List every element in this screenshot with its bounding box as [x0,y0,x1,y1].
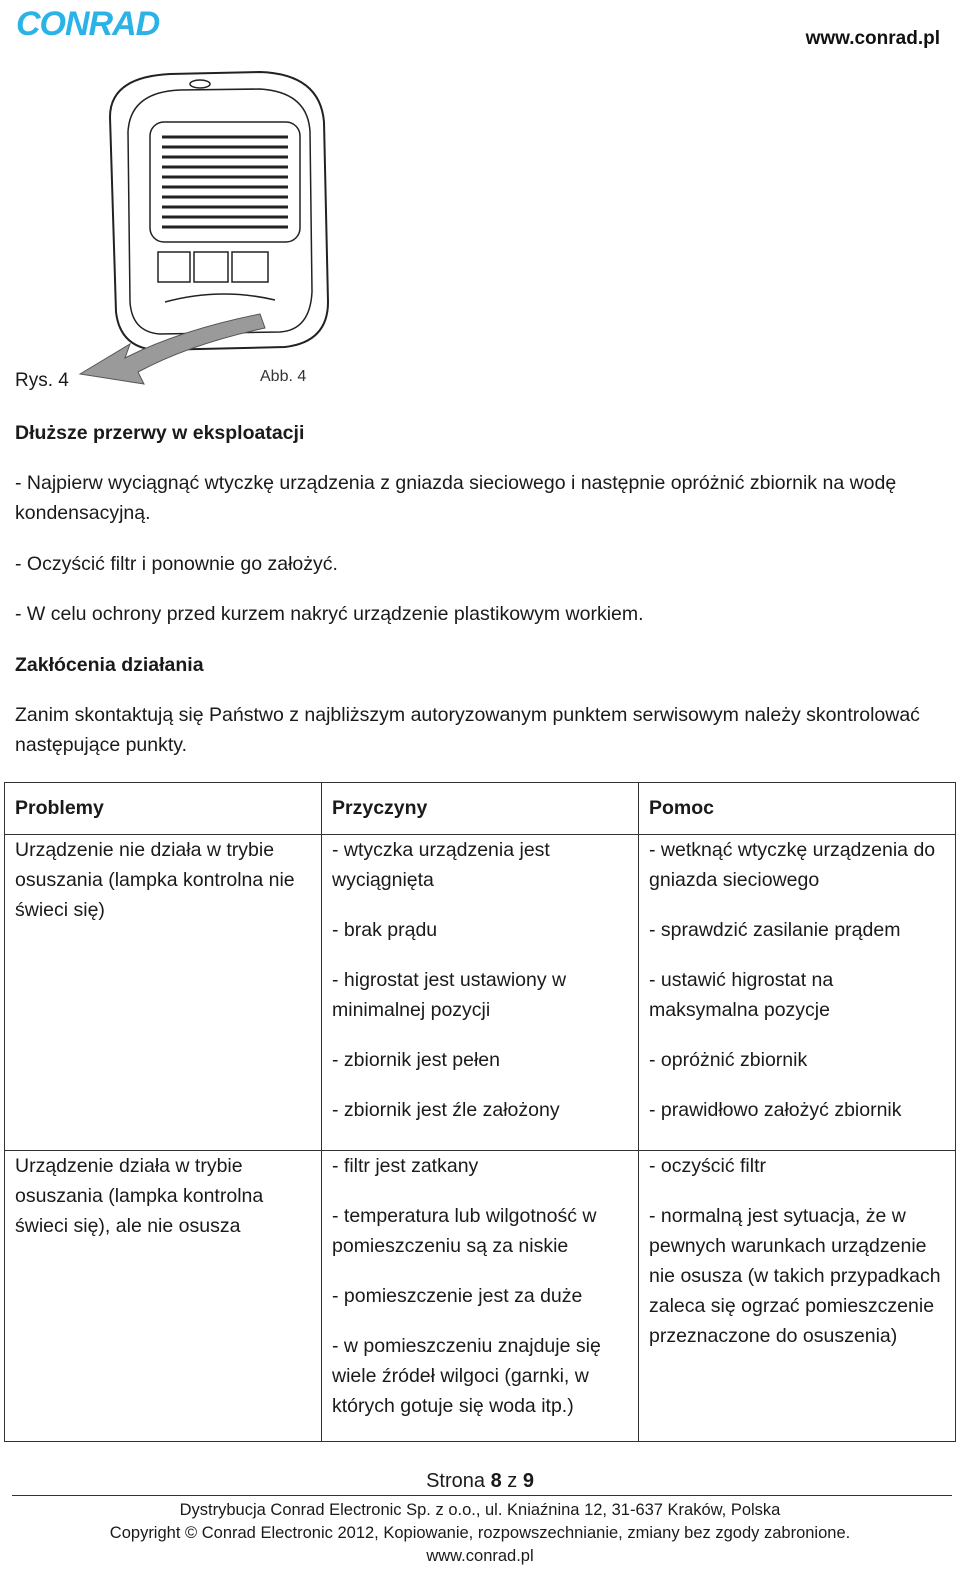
table-row [5,1151,956,1442]
causes-cell [322,834,639,1151]
problem-cell [5,1151,322,1442]
causes-cell [322,1151,639,1442]
column-header-problems: Problemy [5,783,322,835]
cause-item: - w pomieszczeniu znajduje się wiele źródeł wilgoci (garnki, w których gotuje się woda itp.) [332,1335,601,1418]
help-item: - normalną jest sytuacja, że w pewnych warunkach urządzenie nie osusza (w takich przypadkach zaleca się ogrzać pomieszczenie przeznaczone do osuszenia) [649,1205,941,1348]
page-word: Strona [426,1470,485,1492]
page-of: z [507,1470,518,1492]
footer-url: www.conrad.pl [426,1547,534,1565]
help-item: - prawidłowo założyć zbiornik [649,1098,902,1121]
instruction-unplug: - Najpierw wyciągnąć wtyczkę urządzenia z gniazda sieciowego i następnie opróżnić zbiornik na wodę kondensacyjną. [15,472,897,524]
column-header-help: Pomoc [639,783,956,835]
troubleshooting-table [4,782,956,1442]
cause-item: - brak prądu [332,918,438,941]
help-item: - ustawić higrostat na maksymalna pozycje [649,968,834,1021]
faults-intro: Zanim skontaktują się Państwo z najbliższym autoryzowanym punktem serwisowym należy skontrolować następujące punkty. [15,704,920,756]
cause-item: - wtyczka urządzenia jest wyciągnięta [332,838,550,891]
table-row [5,834,956,1151]
page-current: 8 [490,1470,502,1492]
header-site-url: www.conrad.pl [805,28,940,49]
figure-inline-label: Abb. 4 [260,368,307,385]
dehumidifier-illustration [70,62,360,394]
help-item: - sprawdzić zasilanie prądem [649,918,901,941]
help-cell [639,834,956,1151]
instruction-cover: - W celu ochrony przed kurzem nakryć urządzenie plastikowym workiem. [15,603,644,625]
help-item: - opróżnić zbiornik [649,1048,808,1071]
problem-text: Urządzenie działa w trybie osuszania (lampka kontrolna świeci się), ale nie osusza [15,1155,264,1238]
problem-text: Urządzenie nie działa w trybie osuszania (lampka kontrolna nie świeci się) [15,838,295,921]
help-item: - oczyścić filtr [649,1155,766,1178]
page-total: 9 [522,1470,534,1492]
cause-item: - temperatura lub wilgotność w pomieszczeniu są za niskie [332,1205,597,1258]
cause-item: - zbiornik jest źle założony [332,1098,560,1121]
section-heading-faults: Zakłócenia działania [15,654,204,676]
cause-item: - zbiornik jest pełen [332,1048,500,1071]
footer-copyright: Copyright © Conrad Electronic 2012, Kopiowanie, rozpowszechnianie, zmiany bez zgody zabronione. [109,1524,851,1542]
figure-caption: Rys. 4 [15,370,69,391]
table-header-row [5,783,956,835]
help-cell [639,1151,956,1442]
footer-distributor: Dystrybucja Conrad Electronic Sp. z o.o., ul. Kniaźnina 12, 31-637 Kraków, Polska [179,1501,781,1519]
footer-divider [12,1495,952,1496]
column-header-causes: Przyczyny [322,783,639,835]
logo-wordmark: CONRAD [16,5,160,42]
page-number [0,1470,960,1493]
help-item: - wetknąć wtyczkę urządzenia do gniazda sieciowego [649,838,936,891]
cause-item: - filtr jest zatkany [332,1155,479,1178]
conrad-logo [14,2,170,42]
problem-cell [5,834,322,1151]
section-heading-long-breaks: Dłuższe przerwy w eksploatacji [15,422,305,444]
instruction-clean-filter: - Oczyścić filtr i ponownie go założyć. [15,553,338,575]
cause-item: - pomieszczenie jest za duże [332,1285,583,1308]
cause-item: - higrostat jest ustawiony w minimalnej pozycji [332,968,567,1021]
